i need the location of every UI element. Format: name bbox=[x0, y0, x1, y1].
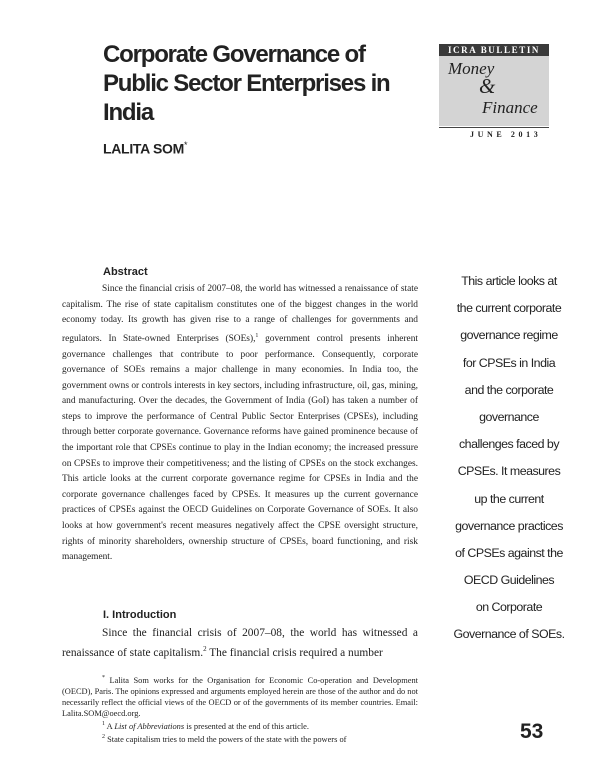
pull-quote-line: OECD Guidelines bbox=[463, 573, 555, 588]
footnote-ref-1: 1 bbox=[255, 332, 259, 339]
footnote-mark-1: 1 bbox=[102, 720, 105, 727]
title-line-1: Corporate Governance of bbox=[103, 41, 365, 68]
abstract-paragraph bbox=[62, 282, 418, 566]
pull-quote-line: governance bbox=[479, 409, 539, 424]
pull-quote-line: for CPSEs in India bbox=[462, 355, 556, 370]
footnote-1 bbox=[62, 719, 418, 732]
footnote-1-post: is presented at the end of this article. bbox=[184, 721, 309, 731]
footnote-2-text: State capitalism tries to meld the powers of the state with the powers of bbox=[105, 734, 347, 744]
pull-quote-line: governance practices bbox=[455, 518, 563, 533]
pull-quote-line: CPSEs. It measures bbox=[457, 464, 561, 479]
issue-date: JUNE 2013 bbox=[470, 130, 542, 139]
author-footnote-mark: * bbox=[184, 140, 188, 150]
footnote-author-text: Lalita Som works for the Organisation for Economic Co-operation and Development (OECD), Paris. The opinions expressed and arguments employed herein are those of the author and do not necessarily reflect the official views of the OECD or of the governments of its member countries. Email: Lalita.SOM@oecd.org. bbox=[62, 675, 419, 718]
footnote-mark-2: 2 bbox=[102, 733, 105, 740]
introduction-body bbox=[62, 625, 418, 661]
footnote-mark-star: * bbox=[102, 675, 105, 681]
logo-word-money: Money bbox=[448, 59, 495, 78]
author-text: LALITA SOM bbox=[103, 140, 184, 157]
pull-quote-line: and the corporate bbox=[464, 382, 554, 397]
pull-quote-line: Governance of SOEs. bbox=[453, 627, 565, 642]
logo-word-finance: Finance bbox=[482, 98, 538, 117]
article-title bbox=[103, 40, 433, 127]
abstract-body bbox=[62, 282, 418, 566]
abstract-text-1: Since the financial crisis of 2007–08, the world has witnessed a renaissance of state capitalism. The rise of state capitalism constitutes one of the biggest changes in the world economy today. Its growth has given rise to a range of challenges for governments and regulators. In State-owned Enterprises (SOEs), bbox=[62, 284, 418, 344]
footnote-2 bbox=[62, 732, 418, 745]
logo-band: ICRA BULLETIN bbox=[439, 44, 549, 56]
footnotes bbox=[62, 673, 418, 744]
pull-quote-line: of CPSEs against the bbox=[455, 545, 563, 560]
title-line-2: Public Sector Enterprises in India bbox=[103, 70, 390, 126]
intro-text-2: The financial crisis required a number bbox=[206, 646, 383, 659]
pull-quote-line: the current corporate bbox=[456, 301, 562, 316]
author-name bbox=[103, 140, 187, 157]
logo-ampersand: & bbox=[479, 74, 496, 98]
abstract-heading: Abstract bbox=[103, 266, 148, 278]
introduction-paragraph bbox=[62, 625, 418, 661]
pull-quote-line: on Corporate bbox=[475, 600, 543, 615]
section-heading-introduction: I. Introduction bbox=[103, 609, 177, 621]
pull-quote-line: challenges faced by bbox=[458, 437, 560, 452]
pull-quote bbox=[434, 268, 584, 649]
pull-quote-line: This article looks at bbox=[461, 274, 557, 288]
footnote-ref-2: 2 bbox=[203, 645, 207, 653]
abstract-text-2: government control presents inherent governance challenges that contribute to poor performance. Consequently, corporate governance of SOEs remains a major challenge in many economies. In India too, the government owns or controls interests in key sectors, including infrastructure, oil, gas, mining, and manufacturing. Over the decades, the Government of India (GoI) has taken a number of steps to improve the performance of Central Public Sector Enterprises (CPSEs), including through better corporate governance. Governance reforms have gained prominence because of the important role that CPSEs continue to play in the Indian economy; the increased pressure on CPSEs to improve their competitiveness; and the listing of CPSEs on the stock exchanges. This article looks at the current corporate governance regime for CPSEs in India and the corporate governance challenges faced by CPSEs. It measures up the current governance practices of CPSEs against the OECD Guidelines on Corporate Governance of SOEs. It also looks at how government's recent measures negatively affect the CPSE oversight structure, rights of minority shareholders, ownership structure of CPSEs, board functioning, and risk management. bbox=[62, 333, 418, 563]
logo-rule bbox=[439, 127, 549, 128]
journal-logo bbox=[439, 44, 549, 126]
footnote-1-italic: List of Abbreviations bbox=[114, 721, 185, 731]
footnote-1-pre: A bbox=[105, 721, 115, 731]
pull-quote-line: governance regime bbox=[460, 328, 558, 343]
page-number: 53 bbox=[520, 720, 544, 743]
pull-quote-line: up the current bbox=[474, 491, 544, 506]
footnote-author bbox=[62, 673, 418, 719]
intro-text-1: Since the financial crisis of 2007–08, the world has witnessed a renaissance of state capitalism. bbox=[62, 627, 418, 659]
